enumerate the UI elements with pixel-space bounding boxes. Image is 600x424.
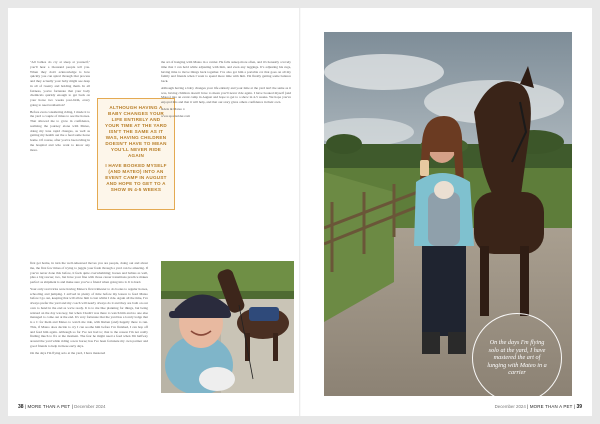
paragraph: Your only real tricks were having Mateo's first trimester to do books to regular horses, schooling and jumping. I arrived in plenty of time before my lesson to feed Mateo before I go out, keeping that will allow him to last whilst I ride. Again all the time, I've always prefer the yard and my coach will nearly always do it and they are both on our own to hand in the end as we're ready. It is to me like planning for things, but being relaxed on the day was key, but when I hadn't was there to watch him and no one else managed to come out at the end. It's very fortunate that the yard has a lovely lodge that is a C for them and Mateo to watch me ride, with Ruben (and) happily there to run. This, if Mateo does decide to cry I can soothe him before I've finished, I can hop off and feed him again. Although so far I've not had to; that is the reason I'm not really finding much to fix at the moment. The fear he might need a feed when I'm halfway around the yard while riding a new horse; has I've been fortunate my own partner and good friends to help in these early days.	[30, 286, 148, 348]
pull-quote-text: ALTHOUGH HAVING A BABY CHANGES YOUR LIFE ENTIRELY AND YOUR TIME AT THE YARD ISN'T THE SAME AS IT WAS, HAVING CHILDREN DOESN'T HAVE TO MEAN YOU'LL NEVER RIDE AGAIN	[105, 105, 167, 158]
paragraph: Before even considering riding, I made it to the yard a couple of times to see the horses. That allowed me to grow in confidence, realising the journey alone with Mateo, doing my lone rapid changes, as well as getting my health out the a feed some horse home. Of course, after you've been riding in the hospital and who want to know any more.	[30, 109, 90, 152]
issue-date: December 2024	[74, 404, 106, 409]
magazine-brand: | MORE THAN A PET |	[24, 404, 73, 409]
selfie-with-horse-photo	[161, 261, 294, 393]
pull-quote-text: I HAVE BOOKED MYSELF (AND MATEO) INTO AN EVENT CAMP IN AUGUST AND HOPE TO GET TO A SHOW IN 4-5 WEEKS	[105, 163, 167, 192]
paragraph: first get home, in turn the well-rehearsed moves you are people, doing out and about me, the first few times of trying to juggle your fresh through a yard can be amazing. If you've never done this before, it feels quite overwhelming; horses and babies as well, plus a big rescue; two, but have your fine with those career transitions practice makes perfect as shipment is and make sure you've a friend when going into it. It is hard.	[30, 261, 148, 284]
page-folio-left	[18, 404, 105, 410]
paragraph: the art of hanging with Mateo in a carrier. He falls asleep more often, and it's honestly a lovely time that I can hold while adjusting with him, and even any leggings. It's adjusting his rugs, having time to move things back together. I've also got him a portable cot that goes on all my family and friends when I want to spend more time with him. I'm finally getting some balance back.	[161, 60, 291, 83]
body-column-a	[30, 60, 90, 248]
paragraph: "All babies do cry at sleep at yourself," you'll hear a thousand people tell you. When they don't acknowledge is how quickly you can spiral through that process and they actually your baby might see deep in all of twenty and holding them. In all fairness, you're fortunate that your body chemicals quickly enough to get back on your horse two weeks post-birth, every going to need realisation?	[30, 60, 90, 107]
body-column-b	[30, 261, 148, 407]
page-number: 39	[576, 404, 582, 410]
right-page	[300, 8, 592, 416]
magazine-brand: | MORE THAN A PET |	[527, 404, 576, 409]
paragraph: Although having a baby changes your life entirely and your time at the yard isn't the same as it was, having children doesn't have to mean you'll never ride again. I have booked myself (and Mateo) into an event camp in August and hope to get to a show in 4-5 weeks. We hope you've enjoyed this and that it will help, and that our story gives others confidence in their own.	[161, 85, 291, 104]
website: www.sportsrider.com	[161, 113, 190, 118]
selfie-photo-illustration	[161, 261, 294, 393]
magazine-spread	[8, 8, 592, 416]
woman-with-horse-photo	[324, 32, 572, 396]
photo-caption-circle	[472, 313, 562, 396]
paragraph: On the days I'm flying solo at the yard, I have mastered	[30, 350, 106, 355]
body-column-c	[161, 60, 291, 260]
sign-off: Adele & Mateo x	[161, 106, 185, 111]
page-number: 38	[18, 404, 24, 410]
issue-date: December 2024	[494, 404, 526, 409]
page-folio-right	[495, 404, 582, 410]
photo-caption: On the days I'm flying solo at the yard, I have mastered the art of lunging with Mateo in a carrier	[487, 339, 547, 377]
left-page	[8, 8, 300, 416]
